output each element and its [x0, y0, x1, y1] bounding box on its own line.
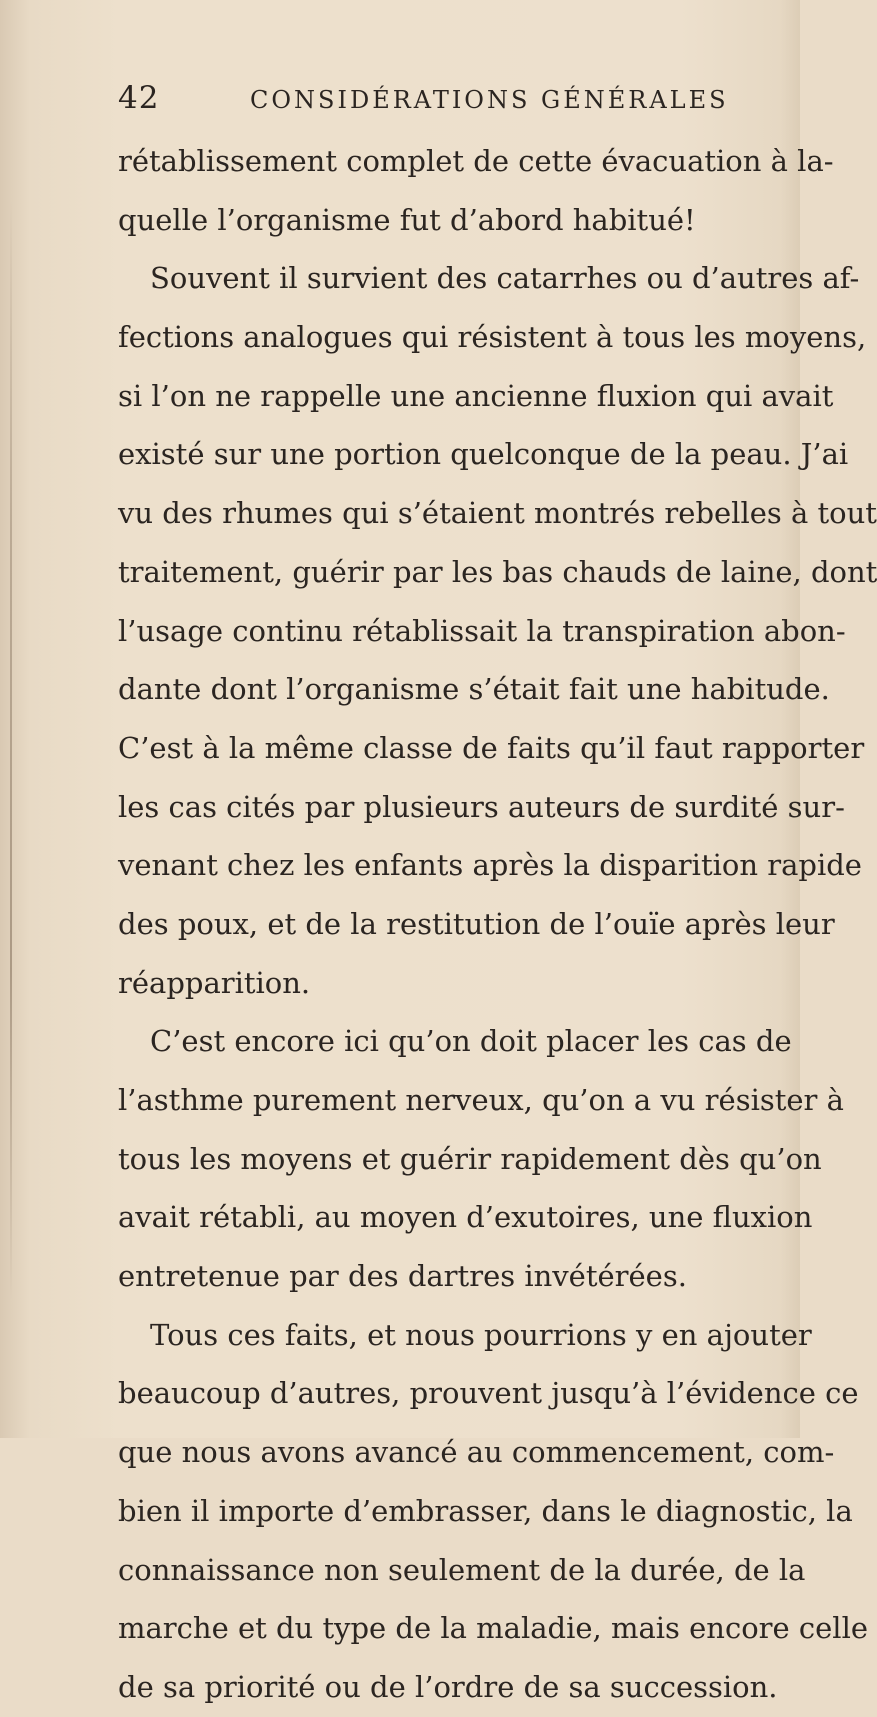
text-line: entretenue par des dartres invétérées. [118, 1259, 687, 1294]
page-number: 42 [118, 80, 160, 116]
text-line: réapparition. [118, 965, 311, 1000]
text-line: C’est à la même classe de faits qu’il faut rapporter [118, 730, 865, 765]
text-line: quelle l’organisme fut d’abord habitué! [118, 202, 696, 237]
running-head: CONSIDÉRATIONS GÉNÉRALES [250, 86, 729, 114]
text-line: C’est encore ici qu’on doit placer les cas de [150, 1024, 792, 1059]
text-line: Souvent il survient des catarrhes ou d’autres af- [150, 261, 860, 296]
text-line: bien il importe d’embrasser, dans le diagnostic, la [118, 1493, 853, 1528]
text-line: de sa priorité ou de l’ordre de sa succession. [118, 1669, 778, 1704]
text-line: dante dont l’organisme s’était fait une habitude. [118, 672, 830, 707]
body-text [118, 132, 877, 1717]
text-line: rétablissement complet de cette évacuation à la- [118, 144, 834, 178]
text-line: marche et du type de la maladie, mais encore celle [118, 1611, 869, 1646]
text-line: avait rétabli, au moyen d’exutoires, une fluxion [118, 1200, 813, 1235]
text-line: Tous ces faits, et nous pourrions y en ajouter [150, 1317, 812, 1352]
text-line: traitement, guérir par les bas chauds de laine, dont [118, 554, 877, 589]
text-line: les cas cités par plusieurs auteurs de surdité sur- [118, 789, 845, 824]
text-line: venant chez les enfants après la disparition rapide [118, 848, 862, 883]
text-line: si l’on ne rappelle une ancienne fluxion qui avait [118, 378, 834, 413]
text-line: existé sur une portion quelconque de la peau. J’ai [118, 437, 849, 472]
text-line: des poux, et de la restitution de l’ouïe après leur [118, 906, 835, 941]
text-line: que nous avons avancé au commencement, com- [118, 1435, 835, 1470]
text-line: l’usage continu rétablissait la transpiration abon- [118, 613, 846, 648]
page-gutter-shadow [10, 200, 12, 1300]
text-line: connaissance non seulement de la durée, de la [118, 1552, 806, 1587]
text-line: tous les moyens et guérir rapidement dès qu’on [118, 1141, 822, 1176]
text-line: vu des rhumes qui s’étaient montrés rebelles à tout [118, 496, 877, 531]
text-line: beaucoup d’autres, prouvent jusqu’à l’évidence ce [118, 1376, 859, 1411]
text-line: l’asthme purement nerveux, qu’on a vu résister à [118, 1083, 844, 1117]
page-header [118, 80, 768, 120]
text-line: fections analogues qui résistent à tous les moyens, [118, 320, 867, 355]
